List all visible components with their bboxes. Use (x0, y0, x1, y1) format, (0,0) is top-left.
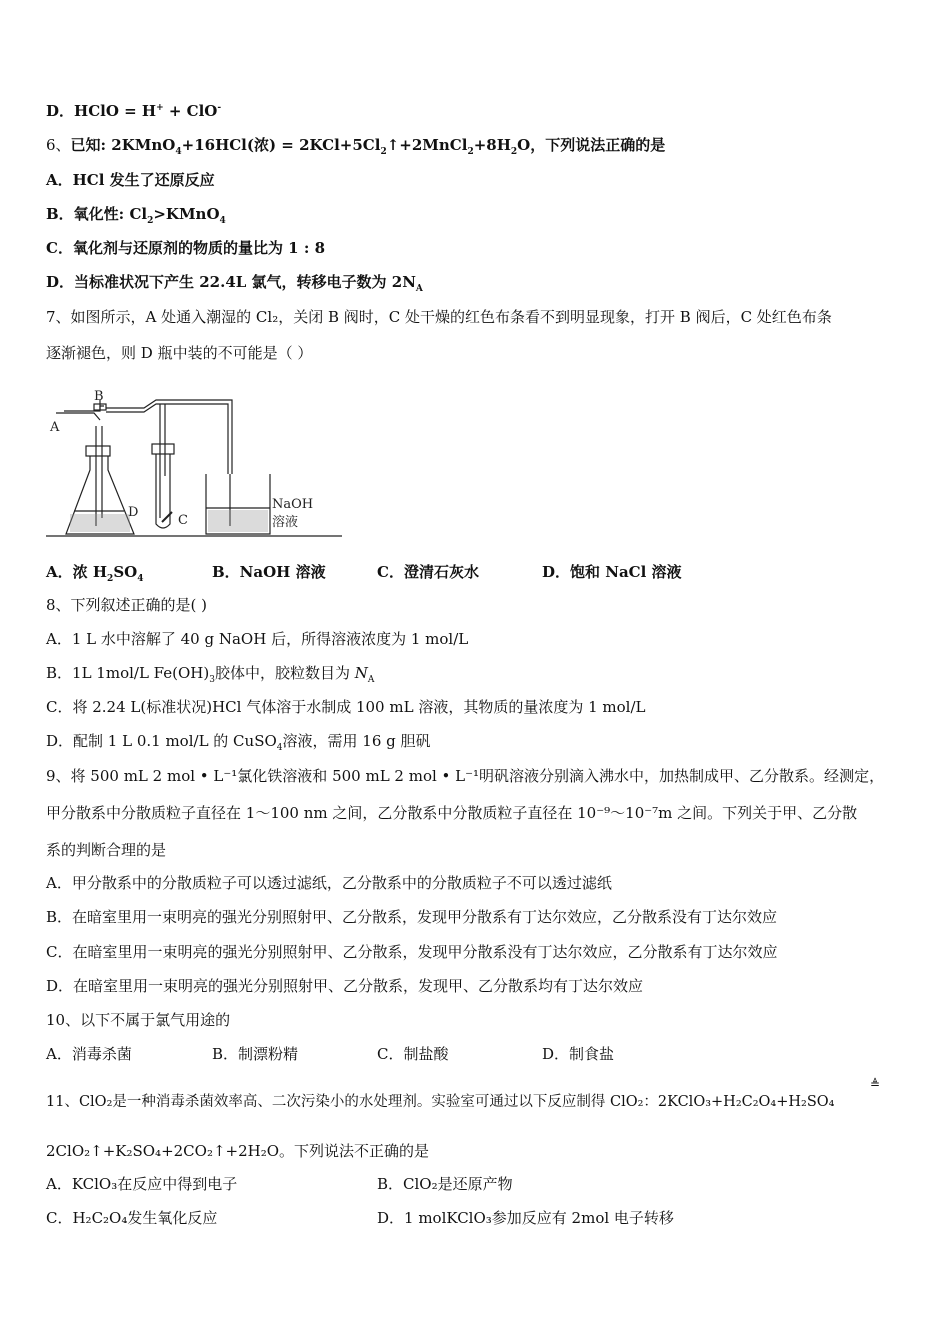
tube-stopper (152, 444, 174, 454)
q9-option-a: A．甲分散系中的分散质粒子可以透过滤纸，乙分散系中的分散质粒子不可以透过滤纸 (46, 874, 612, 892)
q10-option-c: C．制盐酸 (377, 1045, 449, 1063)
label-naoh: NaOH (272, 497, 314, 512)
q6-stem: 6、已知: 2KMnO$_4$+16HCl(浓) = $2KCl+5Cl_2↑+2MnCl_2+8H_2O$，下列说法正确的是 (46, 136, 666, 157)
label-b: B (94, 389, 104, 404)
q7-option-d: D．饱和 NaCl 溶液 (542, 563, 682, 581)
q6-option-a: A．HCl 发生了还原反应 (46, 171, 215, 189)
q7-stem-line1: 7、如图所示，A 处通入潮湿的 Cl₂，关闭 B 阀时，C 处干燥的红色布条看不到明显现象，打开 B 阀后，C 处红色布条 (46, 308, 832, 326)
q8-option-a: A．1 L 水中溶解了 40 g NaOH 后，所得溶液浓度为 1 mol/L (46, 630, 469, 648)
label-c: C (178, 513, 188, 528)
label-a: A (50, 420, 60, 435)
label-d: D (128, 505, 139, 520)
q10-option-a: A．消毒杀菌 (46, 1045, 132, 1063)
q6-option-d: D．当标准状况下产生 22.4L 氯气，转移电子数为 $2N_A$ (46, 273, 423, 294)
q9-stem-line2: 甲分散系中分散质粒子直径在 1～100 nm 之间，乙分散系中分散质粒子直径在 10⁻⁹～10⁻⁷m 之间。下列关于甲、乙分散 (46, 804, 858, 822)
q9-stem-line1: 9、将 500 mL 2 mol • L⁻¹氯化铁溶液和 500 mL 2 mol • L⁻¹明矾溶液分别滴入沸水中，加热制成甲、乙分散系。经测定， (46, 767, 885, 785)
q11-stem-line2: 2ClO₂↑+K₂SO₄+2CO₂↑+2H₂O。下列说法不正确的是 (46, 1142, 430, 1160)
q9-stem-line3: 系的判断合理的是 (46, 841, 167, 859)
q5-option-d: D．HClO = H+ + ClO- (46, 102, 222, 120)
flask-stopper (86, 446, 110, 456)
q11-option-a: A．KClO₃在反应中得到电子 (46, 1175, 238, 1193)
q11-option-d: D．1 molKClO₃参加反应有 2mol 电子转移 (377, 1209, 674, 1227)
q7-option-a: A．浓 $H_2SO_4$ (46, 563, 144, 584)
q10-stem: 10、以下不属于氯气用途的 (46, 1011, 231, 1029)
q10-option-b: B．制漂粉精 (212, 1045, 299, 1063)
q6-option-b: B．氧化性: $Cl_2>KMnO_4$ (46, 205, 226, 226)
q9-option-d: D．在暗室里用一束明亮的强光分别照射甲、乙分散系，发现甲、乙分散系均有丁达尔效应 (46, 977, 644, 995)
q11-option-b: B．ClO₂是还原产物 (377, 1175, 513, 1193)
q7-stem-line2: 逐渐褪色，则 D 瓶中装的不可能是（ ） (46, 344, 313, 362)
q8-option-d: D．配制 1 L 0.1 mol/L 的 CuSO$_4$溶液，需用 16 g 胆矾 (46, 732, 431, 753)
top-pipe (106, 400, 232, 474)
q6-option-c: C．氧化剂与还原剂的物质的量比为 1 : 8 (46, 239, 326, 257)
q11-stem-line1: 11、ClO₂是一种消毒杀菌效率高、二次污染小的水处理剂。实验室可通过以下反应制得 ClO₂：2KClO₃+H₂C₂O₄+H₂SO₄ (46, 1094, 835, 1110)
q7-apparatus-figure (44, 386, 344, 546)
q8-stem: 8、下列叙述正确的是( ) (46, 596, 208, 614)
q10-option-d: D．制食盐 (542, 1045, 615, 1063)
label-solution: 溶液 (272, 515, 299, 530)
q9-option-c: C．在暗室里用一束明亮的强光分别照射甲、乙分散系，发现甲分散系没有丁达尔效应，乙分散系有丁达尔效应 (46, 943, 778, 961)
q11-option-c: C．H₂C₂O₄发生氧化反应 (46, 1209, 218, 1227)
q8-option-c: C．将 2.24 L(标准状况)HCl 气体溶于水制成 100 mL 溶液，其物质的量浓度为 1 mol/L (46, 698, 646, 716)
q9-option-b: B．在暗室里用一束明亮的强光分别照射甲、乙分散系，发现甲分散系有丁达尔效应，乙分散系没有丁达尔效应 (46, 908, 778, 926)
q8-option-b: B．1L 1mol/L $Fe(OH)_3$胶体中，胶粒数目为 $N_A$ (46, 664, 375, 685)
q11-heat-sign: ≜ (870, 1077, 881, 1091)
q7-option-b: B．NaOH 溶液 (212, 563, 326, 581)
inlet-tube (56, 413, 100, 420)
q7-option-c: C．澄清石灰水 (377, 563, 479, 581)
